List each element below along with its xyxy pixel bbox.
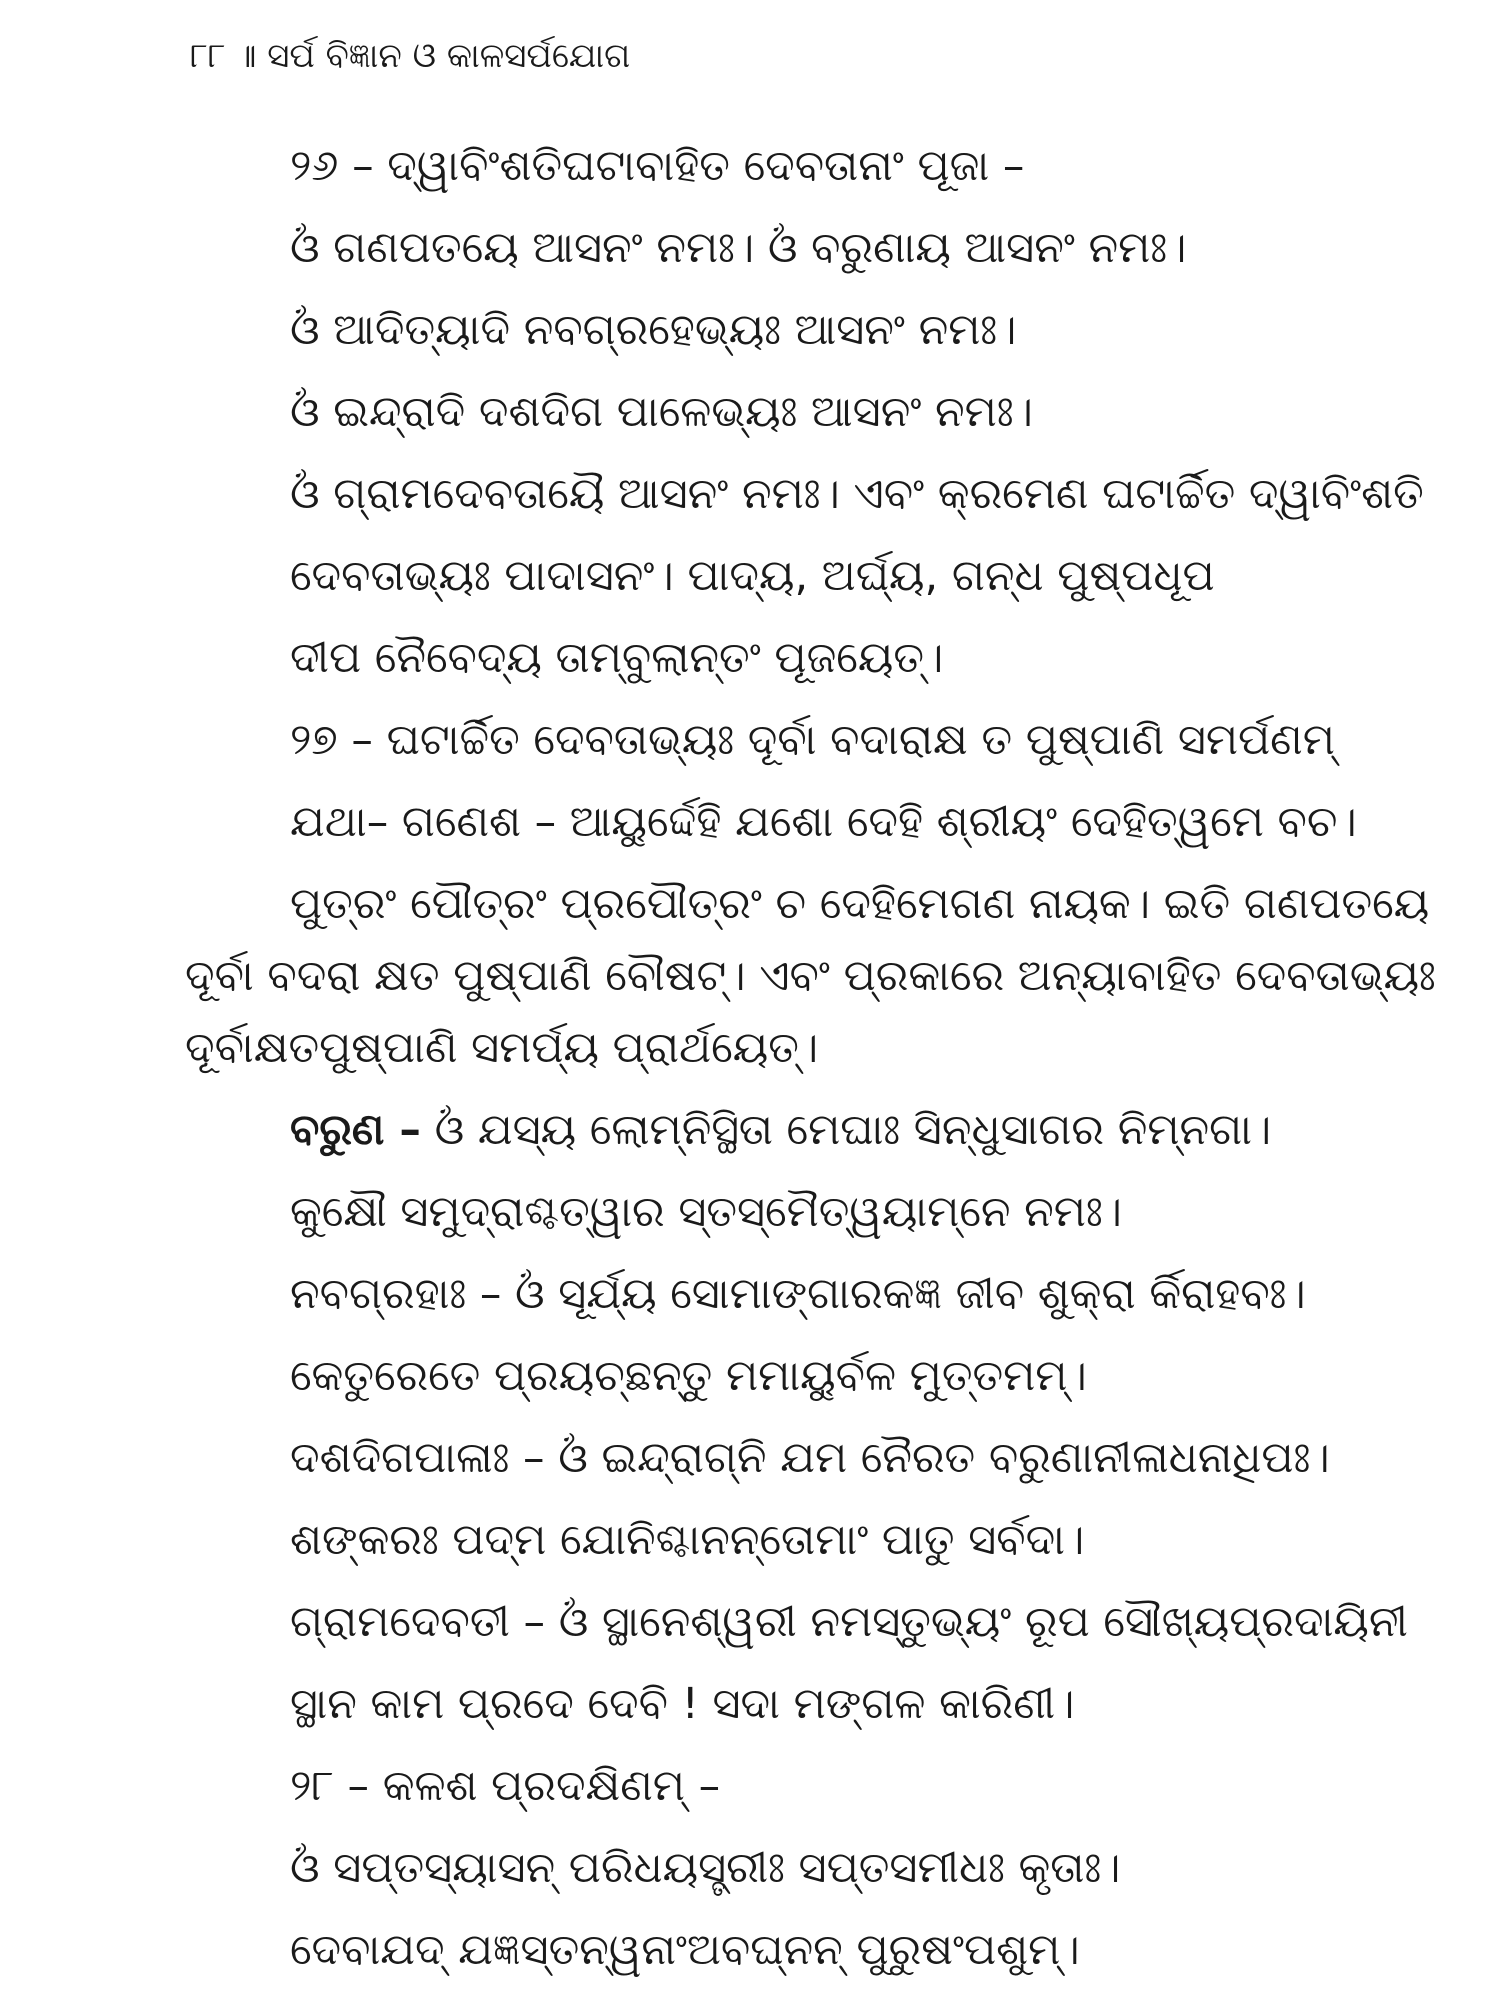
- text-line: ଯଥା– ଗଣେଶ – ଆୟୁର୍ଦ୍ଦେହି ଯଶୋ ଦେହି ଶ୍ରୀୟଂ ଦେହିତ୍ୱମେ ବଚ।: [290, 797, 1357, 847]
- text-line: ଦଶଦିଗପାଳାଃ – ଓଁ ଇନ୍ଦ୍ରାଗ୍ନି ଯମ ନୈରତ ବରୁଣାନୀଳାଧନାଧିପଃ।: [290, 1433, 1330, 1483]
- text-line: ଶଙ୍କରଃ ପଦ୍ମ ଯୋନିଶ୍ଚାନନ୍ତୋମାଂ ପାତୁ ସର୍ବଦା।: [290, 1515, 1085, 1565]
- section-27-heading: ୨୭ – ଘଟାର୍ଚ୍ଚିତ ଦେବତାଭ୍ୟଃ ଦୂର୍ବା ବଦାରାକ୍ଷ ତ ପୁଷ୍ପାଣି ସମର୍ପଣମ୍: [290, 715, 1335, 765]
- running-header: [190, 34, 630, 78]
- varuna-label: ବରୁଣ –: [290, 1105, 421, 1155]
- text-line: ପୁତ୍ରଂ ପୌତ୍ରଂ ପ୍ରପୌତ୍ରଂ ଚ ଦେହିମେଗଣ ନାୟକ। ଇତି ଗଣପତୟେ: [290, 879, 1430, 929]
- text-line: ଓଁ ସପ୍ତସ୍ୟାସନ୍ ପରିଧୟସ୍ତ୍ରୀଃ ସପ୍ତସମୀଧଃ କୃତାଃ।: [290, 1843, 1121, 1893]
- text-line: ଓଁ ଆଦିତ୍ୟାଦି ନବଗ୍ରହେଭ୍ୟଃ ଆସନଂ ନମଃ।: [290, 305, 1017, 355]
- page-number: ୮୮: [190, 36, 226, 76]
- text-line: ଦୂର୍ବା ବଦରା କ୍ଷତ ପୁଷ୍ପାଣି ବୌଷଟ୍। ଏବଂ ପ୍ରକାରେ ଅନ୍ୟାବାହିତ ଦେବତାଭ୍ୟଃ: [185, 951, 1436, 1001]
- text-line: ଗ୍ରାମଦେବତୀ – ଓଁ ସ୍ଥାନେଶ୍ୱରୀ ନମସ୍ତୁଭ୍ୟଂ ରୂପ ସୌଖ୍ୟପ୍ରଦାୟିନୀ: [290, 1597, 1408, 1647]
- text-line: ଓଁ ଇନ୍ଦ୍ରାଦି ଦଶଦିଗ ପାଳେଭ୍ୟଃ ଆସନଂ ନମଃ।: [290, 387, 1033, 437]
- text-line: ନବଗ୍ରହାଃ – ଓଁ ସୂର୍ଯ୍ୟ ସୋମାଙ୍ଗାରକଜ୍ଞ ଜୀବ ଶୁକ୍ରା ର୍କିରାହବଃ।: [290, 1269, 1306, 1319]
- varuna-text: ଓଁ ଯସ୍ୟ ଲୋମ୍ନିସ୍ଥିତା ମେଘାଃ ସିନ୍ଧୁସାଗର ନିମ୍ନଗା।: [434, 1105, 1272, 1155]
- text-line: ଦେବତାଭ୍ୟଃ ପାଦାସନଂ। ପାଦ୍ୟ, ଅର୍ଘ୍ୟ, ଗନ୍ଧ ପୁଷ୍ପଧୂପ: [290, 551, 1215, 601]
- header-separator: ॥: [236, 36, 257, 76]
- text-line: ଦୂର୍ବାକ୍ଷତପୁଷ୍ପାଣି ସମର୍ପ୍ୟ ପ୍ରାର୍ଥୟେତ୍।: [185, 1023, 819, 1073]
- text-line: ଦେବାଯଦ୍ ଯଜ୍ଞସ୍ତନ୍ୱନାଂଅବଘ୍ନନ୍ ପୁରୁଷଂପଶୁମ୍।: [290, 1925, 1080, 1975]
- text-line: ସ୍ଥାନ କାମ ପ୍ରଦେ ଦେବି ! ସଦା ମଙ୍ଗଳ କାରିଣୀ।: [290, 1679, 1075, 1729]
- text-line: ଓଁ ଗ୍ରାମଦେବତାୟୈ ଆସନଂ ନମଃ। ଏବଂ କ୍ରମେଣ ଘଟାର୍ଚ୍ଚିତ ଦ୍ୱାବିଂଶତି: [290, 469, 1424, 519]
- text-line: କେତୁରେତେ ପ୍ରୟଚ୍ଛନ୍ତୁ ମମାୟୁର୍ବଳ ମୁତ୍ତମମ୍।: [290, 1351, 1087, 1401]
- text-line: ଦୀପ ନୈବେଦ୍ୟ ତାମ୍ବୁଲାନ୍ତଂ ପୂଜୟେତ୍।: [290, 633, 944, 683]
- book-title: ସର୍ପ ବିଜ୍ଞାନ ଓ କାଳସର୍ପଯୋଗ: [267, 36, 631, 76]
- varuna-line: [290, 1102, 1271, 1158]
- section-26-heading: ୨୬ – ଦ୍ୱାବିଂଶତିଘଟାବାହିତ ଦେବତାନାଂ ପୂଜା –: [290, 141, 1025, 191]
- section-28-heading: ୨୮ – କଳଶ ପ୍ରଦକ୍ଷିଣମ୍ –: [290, 1761, 721, 1811]
- text-line: ଓଁ ଗଣପତୟେ ଆସନଂ ନମଃ। ଓଁ ବରୁଣାୟ ଆସନଂ ନମଃ।: [290, 223, 1187, 273]
- text-line: କୁକ୍ଷୌ ସମୁଦ୍ରାଶ୍ଚତ୍ୱାର ସ୍ତସ୍ମୈତ୍ୱୟାମ୍ନେ ନମଃ।: [290, 1187, 1123, 1237]
